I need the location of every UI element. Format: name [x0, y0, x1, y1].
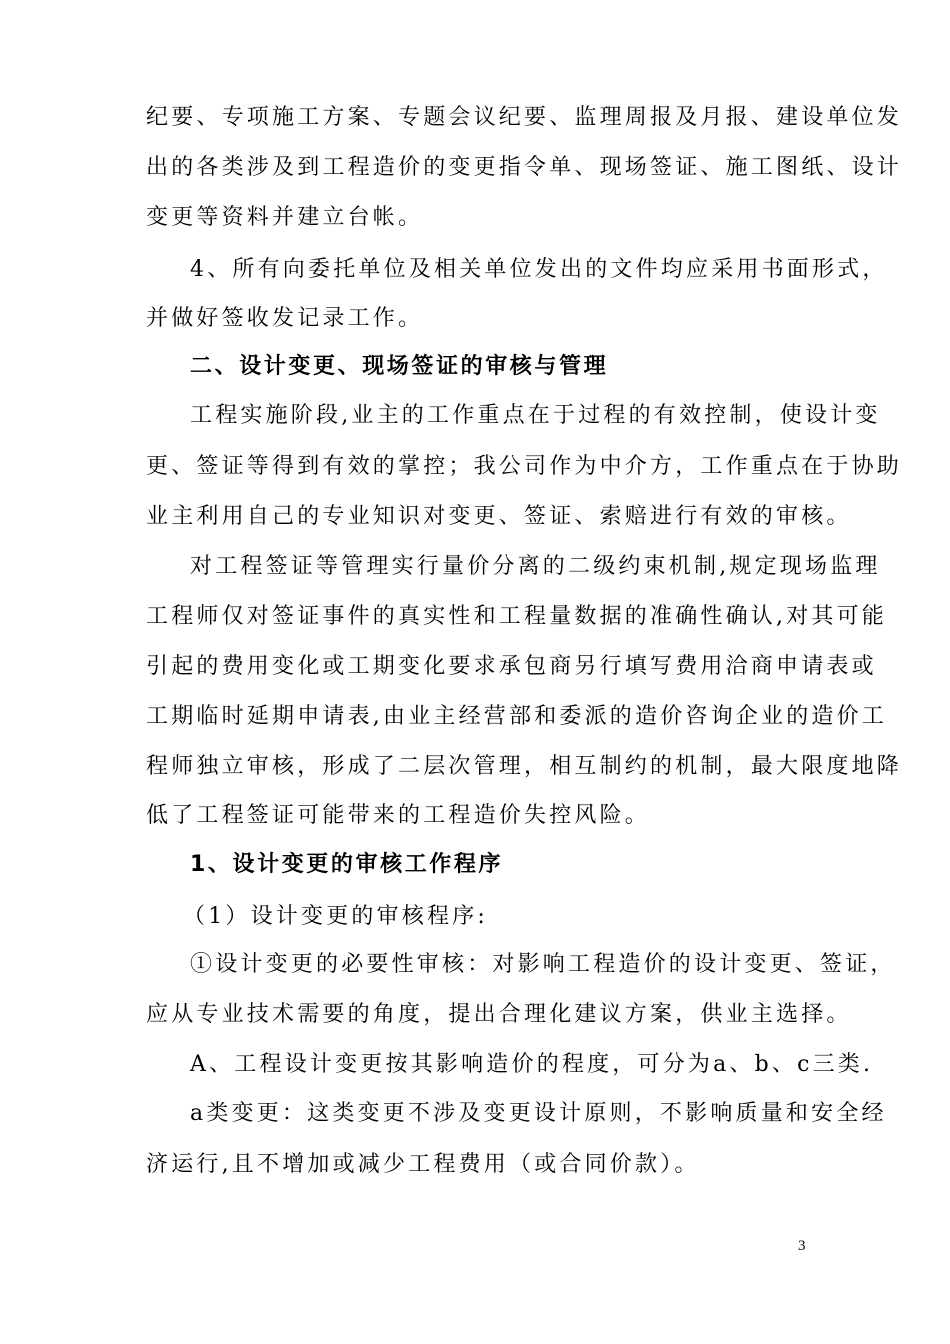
body-text-line: 变更等资料并建立台帐。 [146, 205, 424, 230]
list-item-line: （1）设计变更的审核程序: [183, 904, 489, 929]
body-text-line: 更、签证等得到有效的掌控；我公司作为中介方，工作重点在于协助 [146, 454, 903, 479]
numbered-item-line: 4、所有向委托单位及相关单位发出的文件均应采用书面形式， [190, 257, 888, 282]
body-text-line: 业主利用自己的专业知识对变更、签证、索赔进行有效的审核。 [146, 504, 852, 529]
body-text-line: 低了工程签证可能带来的工程造价失控风险。 [146, 803, 651, 828]
body-text-line: 出的各类涉及到工程造价的变更指令单、现场签证、施工图纸、设计 [146, 155, 903, 180]
subsection-heading: 1、设计变更的审核工作程序 [190, 852, 504, 877]
paragraph-start-line: 对工程签证等管理实行量价分离的二级约束机制,规定现场监理 [190, 554, 881, 579]
paragraph-start-line: 工程实施阶段,业主的工作重点在于过程的有效控制，使设计变 [190, 403, 881, 428]
page-number: 3 [798, 1238, 806, 1254]
paragraph-start-line: A、工程设计变更按其影响造价的程度，可分为a、b、c三类. [190, 1052, 874, 1077]
section-heading: 二、设计变更、现场签证的审核与管理 [190, 354, 609, 379]
body-text-line: 并做好签收发记录工作。 [146, 306, 424, 331]
body-text-line: 工期临时延期申请表,由业主经营部和委派的造价咨询企业的造价工 [146, 704, 887, 729]
body-text-line: 工程师仅对签证事件的真实性和工程量数据的准确性确认,对其可能 [146, 604, 887, 629]
body-text-line: 引起的费用变化或工期变化要求承包商另行填写费用洽商申请表或 [146, 654, 877, 679]
body-text-line: 济运行,且不增加或减少工程费用（或合同价款）。 [146, 1152, 700, 1177]
body-text-line: 纪要、专项施工方案、专题会议纪要、监理周报及月报、建设单位发 [146, 105, 903, 130]
body-text-line: 应从专业技术需要的角度，提出合理化建议方案，供业主选择。 [146, 1002, 852, 1027]
paragraph-start-line: ①设计变更的必要性审核：对影响工程造价的设计变更、签证， [190, 952, 896, 977]
body-text-line: 程师独立审核，形成了二层次管理，相互制约的机制，最大限度地降 [146, 754, 903, 779]
paragraph-start-line: a类变更：这类变更不涉及变更设计原则，不影响质量和安全经 [190, 1101, 887, 1126]
